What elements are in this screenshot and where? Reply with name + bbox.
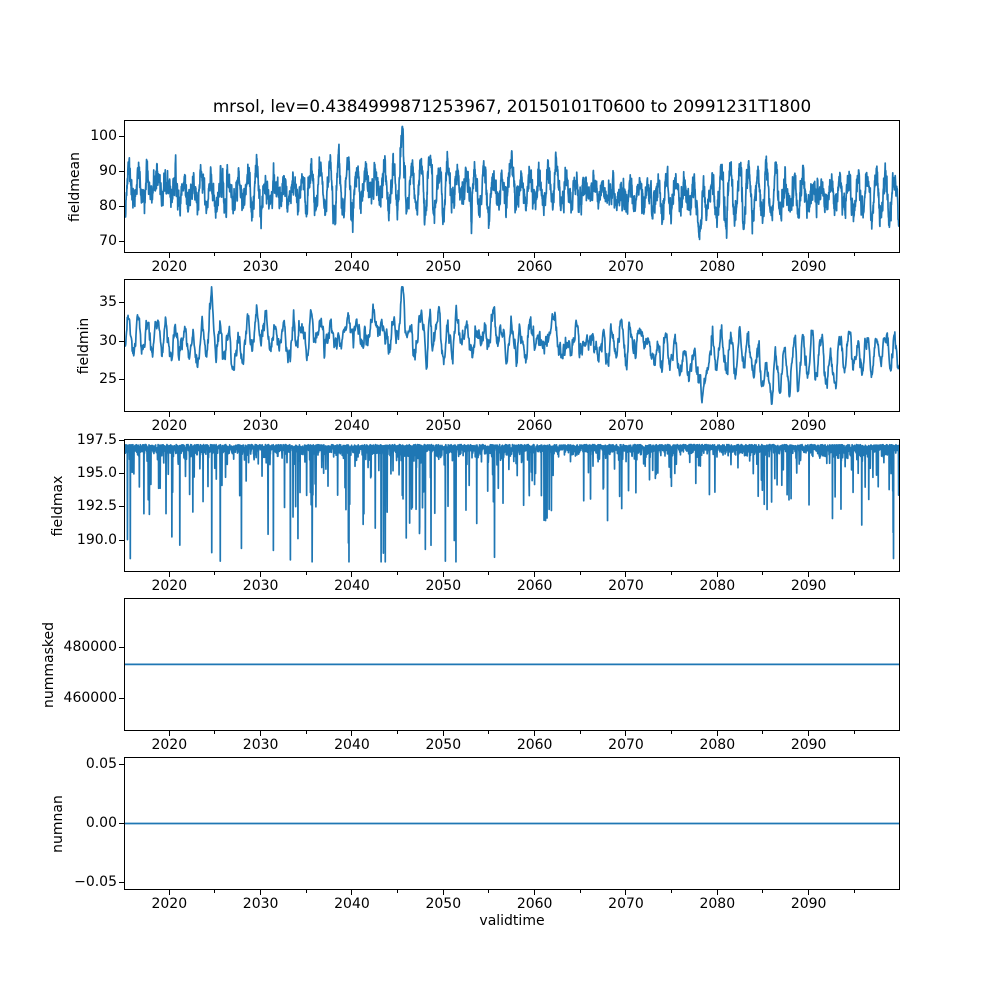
y-tick-label: 195.0 <box>76 465 117 482</box>
y-tick-label: 35 <box>99 294 117 311</box>
x-tick-label: 2070 <box>608 259 644 275</box>
x-major-tick <box>443 890 444 895</box>
x-tick-label: 2040 <box>334 418 370 434</box>
y-tick <box>119 647 124 648</box>
x-minor-tick <box>214 890 215 893</box>
y-tick <box>119 302 124 303</box>
x-minor-tick <box>671 572 672 575</box>
x-major-tick <box>169 253 170 258</box>
x-tick-label: 2060 <box>516 578 553 594</box>
x-major-tick <box>717 572 718 577</box>
x-minor-tick <box>762 253 763 256</box>
x-minor-tick <box>488 731 489 734</box>
x-tick-label: 2090 <box>790 259 827 275</box>
x-major-tick <box>625 572 626 577</box>
x-tick-label: 2090 <box>790 578 827 594</box>
x-minor-tick <box>397 890 398 893</box>
y-tick-label: 90 <box>99 162 117 179</box>
x-major-tick <box>260 890 261 895</box>
y-tick-label: 0.00 <box>85 815 117 831</box>
y-tick <box>119 241 124 242</box>
x-tick-label: 2060 <box>516 418 553 434</box>
y-tick-label: 192.5 <box>76 498 117 515</box>
x-tick-label: 2070 <box>608 896 644 912</box>
plot-box-fieldmax <box>124 439 900 572</box>
x-major-tick <box>717 731 718 736</box>
y-tick <box>119 540 124 541</box>
x-minor-tick <box>397 731 398 734</box>
x-tick-label: 2030 <box>242 578 279 594</box>
x-tick-label: 2020 <box>151 896 188 912</box>
x-tick-label: 2050 <box>425 418 462 434</box>
x-minor-tick <box>854 253 855 256</box>
x-minor-tick <box>671 731 672 734</box>
x-minor-tick <box>762 412 763 415</box>
x-minor-tick <box>214 572 215 575</box>
x-major-tick <box>717 890 718 895</box>
x-major-tick <box>534 890 535 895</box>
x-tick-label: 2060 <box>516 259 553 275</box>
y-tick <box>119 379 124 380</box>
y-tick-label: 80 <box>99 197 117 214</box>
x-tick-label: 2080 <box>699 578 736 594</box>
x-tick-label: 2080 <box>699 259 736 275</box>
x-minor-tick <box>488 572 489 575</box>
y-tick-label: 480000 <box>63 638 117 655</box>
x-tick-label: 2020 <box>151 259 188 275</box>
y-axis-title-nummasked: nummasked <box>40 621 57 708</box>
x-tick-label: 2070 <box>608 418 644 434</box>
x-tick-label: 2030 <box>242 737 279 753</box>
y-tick <box>119 823 124 824</box>
x-tick-label: 2030 <box>242 896 279 912</box>
x-major-tick <box>443 731 444 736</box>
x-minor-tick <box>854 412 855 415</box>
x-tick-label: 2020 <box>151 737 188 753</box>
plot-line-canvas-numnan <box>125 758 899 889</box>
x-major-tick <box>169 890 170 895</box>
x-major-tick <box>443 253 444 258</box>
x-minor-tick <box>488 890 489 893</box>
x-minor-tick <box>214 253 215 256</box>
x-major-tick <box>808 572 809 577</box>
x-minor-tick <box>671 412 672 415</box>
x-minor-tick <box>488 253 489 256</box>
x-major-tick <box>169 572 170 577</box>
y-tick <box>119 882 124 883</box>
x-tick-label: 2050 <box>425 896 462 912</box>
y-tick <box>119 171 124 172</box>
x-major-tick <box>443 412 444 417</box>
y-tick-label: −0.05 <box>74 874 117 891</box>
x-tick-label: 2090 <box>790 418 827 434</box>
x-minor-tick <box>854 731 855 734</box>
x-tick-label: 2050 <box>425 578 462 594</box>
y-tick-label: 70 <box>99 232 117 249</box>
plot-box-numnan <box>124 757 900 890</box>
x-tick-label: 2020 <box>151 578 188 594</box>
y-tick <box>119 136 124 137</box>
x-minor-tick <box>762 731 763 734</box>
x-tick-label: 2080 <box>699 896 736 912</box>
x-tick-label: 2090 <box>790 737 827 753</box>
x-minor-tick <box>397 412 398 415</box>
plot-box-fieldmean <box>124 120 900 253</box>
plot-line-canvas-fieldmean <box>125 121 899 252</box>
x-major-tick <box>443 572 444 577</box>
x-tick-label: 2080 <box>699 737 736 753</box>
x-tick-label: 2070 <box>608 578 644 594</box>
x-tick-label: 2020 <box>151 418 188 434</box>
plot-box-nummasked <box>124 598 900 731</box>
y-tick <box>119 764 124 765</box>
x-minor-tick <box>488 412 489 415</box>
x-major-tick <box>351 253 352 258</box>
y-axis-title-fieldmin: fieldmin <box>76 317 93 374</box>
x-minor-tick <box>671 253 672 256</box>
y-tick-label: 190.0 <box>76 531 117 548</box>
x-minor-tick <box>762 890 763 893</box>
y-axis-title-fieldmax: fieldmax <box>49 475 66 536</box>
x-minor-tick <box>580 412 581 415</box>
x-minor-tick <box>214 731 215 734</box>
x-tick-label: 2040 <box>334 578 370 594</box>
x-minor-tick <box>306 253 307 256</box>
y-axis-title-fieldmean: fieldmean <box>67 151 84 222</box>
x-tick-label: 2090 <box>790 896 827 912</box>
x-minor-tick <box>397 253 398 256</box>
x-minor-tick <box>580 731 581 734</box>
plot-box-fieldmin <box>124 279 900 412</box>
plot-line-canvas-nummasked <box>125 599 899 730</box>
x-tick-label: 2050 <box>425 259 462 275</box>
x-minor-tick <box>306 731 307 734</box>
x-minor-tick <box>671 890 672 893</box>
x-minor-tick <box>580 572 581 575</box>
x-major-tick <box>351 890 352 895</box>
x-axis-label: validtime <box>479 913 545 929</box>
x-minor-tick <box>306 572 307 575</box>
y-tick-label: 197.5 <box>76 431 117 448</box>
x-major-tick <box>169 412 170 417</box>
plot-line-canvas-fieldmax <box>125 440 899 571</box>
y-tick <box>119 698 124 699</box>
x-tick-label: 2060 <box>516 896 553 912</box>
x-major-tick <box>808 731 809 736</box>
x-major-tick <box>534 412 535 417</box>
x-minor-tick <box>762 572 763 575</box>
x-major-tick <box>351 572 352 577</box>
x-major-tick <box>351 731 352 736</box>
y-tick-label: 100 <box>90 127 117 144</box>
x-major-tick <box>625 731 626 736</box>
y-tick <box>119 440 124 441</box>
x-major-tick <box>534 731 535 736</box>
y-tick <box>119 473 124 474</box>
x-tick-label: 2040 <box>334 737 370 753</box>
y-tick-label: 0.05 <box>85 755 117 772</box>
x-tick-label: 2030 <box>242 418 279 434</box>
y-tick-label: 460000 <box>63 689 117 706</box>
x-major-tick <box>625 412 626 417</box>
y-tick-label: 25 <box>99 371 117 388</box>
y-tick-label: 30 <box>99 332 117 349</box>
x-minor-tick <box>306 412 307 415</box>
x-major-tick <box>808 412 809 417</box>
x-major-tick <box>169 731 170 736</box>
x-major-tick <box>534 253 535 258</box>
y-tick <box>119 341 124 342</box>
x-minor-tick <box>854 890 855 893</box>
x-minor-tick <box>306 890 307 893</box>
x-tick-label: 2080 <box>699 418 736 434</box>
x-tick-label: 2030 <box>242 259 279 275</box>
y-axis-title-numnan: numnan <box>49 794 66 853</box>
x-major-tick <box>534 572 535 577</box>
x-major-tick <box>717 253 718 258</box>
x-major-tick <box>808 890 809 895</box>
x-major-tick <box>351 412 352 417</box>
x-major-tick <box>717 412 718 417</box>
x-tick-label: 2040 <box>334 896 370 912</box>
x-minor-tick <box>214 412 215 415</box>
x-tick-label: 2070 <box>608 737 644 753</box>
x-major-tick <box>808 253 809 258</box>
x-major-tick <box>625 253 626 258</box>
plot-line-canvas-fieldmin <box>125 280 899 411</box>
x-minor-tick <box>397 572 398 575</box>
y-tick <box>119 506 124 507</box>
x-minor-tick <box>854 572 855 575</box>
x-tick-label: 2040 <box>334 259 370 275</box>
figure-title: mrsol, lev=0.4384999871253967, 20150101T0600 to 20991231T1800 <box>212 96 812 116</box>
y-tick <box>119 206 124 207</box>
x-minor-tick <box>580 890 581 893</box>
x-major-tick <box>260 572 261 577</box>
x-major-tick <box>260 731 261 736</box>
x-major-tick <box>260 253 261 258</box>
x-major-tick <box>625 890 626 895</box>
x-major-tick <box>260 412 261 417</box>
x-tick-label: 2050 <box>425 737 462 753</box>
x-tick-label: 2060 <box>516 737 553 753</box>
x-minor-tick <box>580 253 581 256</box>
